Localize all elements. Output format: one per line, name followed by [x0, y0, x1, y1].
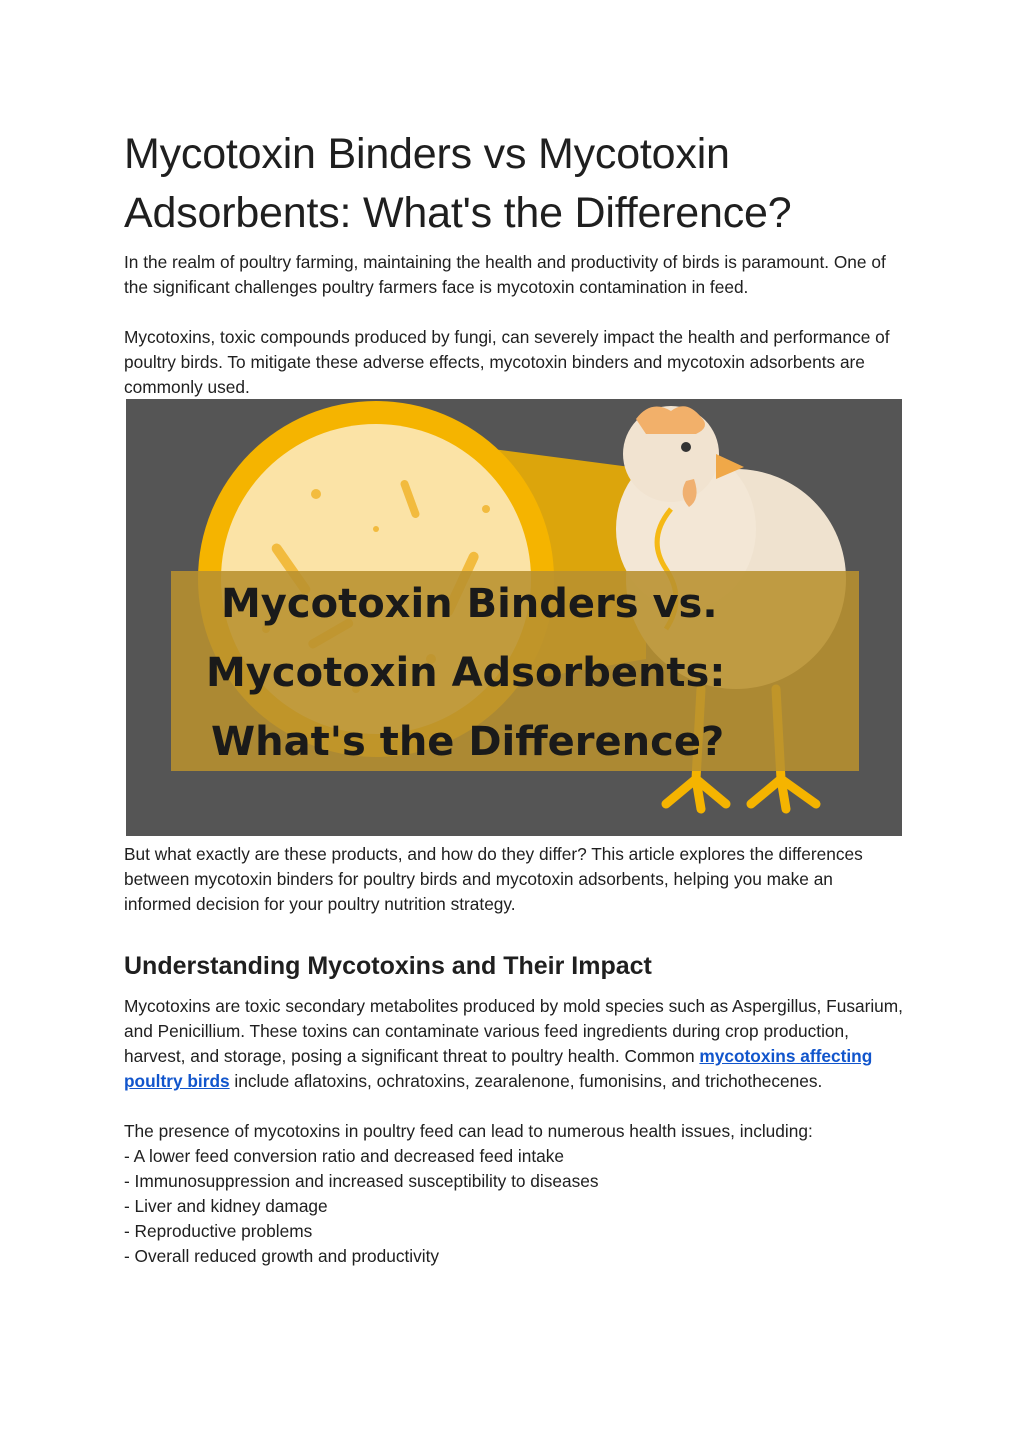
section-heading: Understanding Mycotoxins and Their Impact [124, 952, 652, 980]
section-paragraph-1 [124, 994, 904, 1094]
intro-paragraph-2: Mycotoxins, toxic compounds produced by fungi, can severely impact the health and performance of poultry birds. To mitigate these adverse effects, mycotoxin binders and mycotoxin adsorbents are commonly used. [124, 327, 890, 397]
hero-title-line-3: What's the Difference? [211, 719, 725, 765]
hero-image [126, 399, 902, 836]
article-header [124, 125, 904, 400]
mycotoxins-poultry-link[interactable]: mycotoxins affecting poultry birds [124, 1046, 873, 1091]
intro-paragraph-1: In the realm of poultry farming, maintaining the health and productivity of birds is paramount. One of the significant challenges poultry farmers face is mycotoxin contamination in feed. [124, 252, 886, 297]
list-item: - Overall reduced growth and productivity [124, 1246, 440, 1266]
list-item: - Liver and kidney damage [124, 1196, 328, 1216]
health-issues-list [124, 1119, 904, 1269]
hero-title-line-1: Mycotoxin Binders vs. [221, 581, 718, 627]
after-image-paragraph: But what exactly are these products, and how do they differ? This article explores the differences between mycotoxin binders for poultry birds and mycotoxin adsorbents, helping you make an informed decision for your poultry nutrition strategy. [124, 844, 863, 914]
section-paragraph-1-end: include aflatoxins, ochratoxins, zearalenone, fumonisins, and trichothecenes. [229, 1071, 823, 1091]
after-image-section [124, 842, 904, 917]
list-item: - Immunosuppression and increased susceptibility to diseases [124, 1171, 599, 1191]
section-paragraph-1-start: Mycotoxins are toxic secondary metabolites produced by mold species such as Aspergillus, Fusarium, and Penicillium. These toxins can contaminate various feed ingredients during crop production, harvest, and storage, posing a significant threat to poultry health. Common [124, 996, 903, 1066]
list-item: - A lower feed conversion ratio and decreased feed intake [124, 1146, 564, 1166]
section-body [124, 994, 904, 1269]
article-title: Mycotoxin Binders vs Mycotoxin Adsorbents: What's the Difference? [124, 130, 792, 237]
list-item: - Reproductive problems [124, 1221, 313, 1241]
list-intro: The presence of mycotoxins in poultry feed can lead to numerous health issues, including: [124, 1121, 813, 1141]
hero-title-line-2: Mycotoxin Adsorbents: [206, 650, 726, 696]
